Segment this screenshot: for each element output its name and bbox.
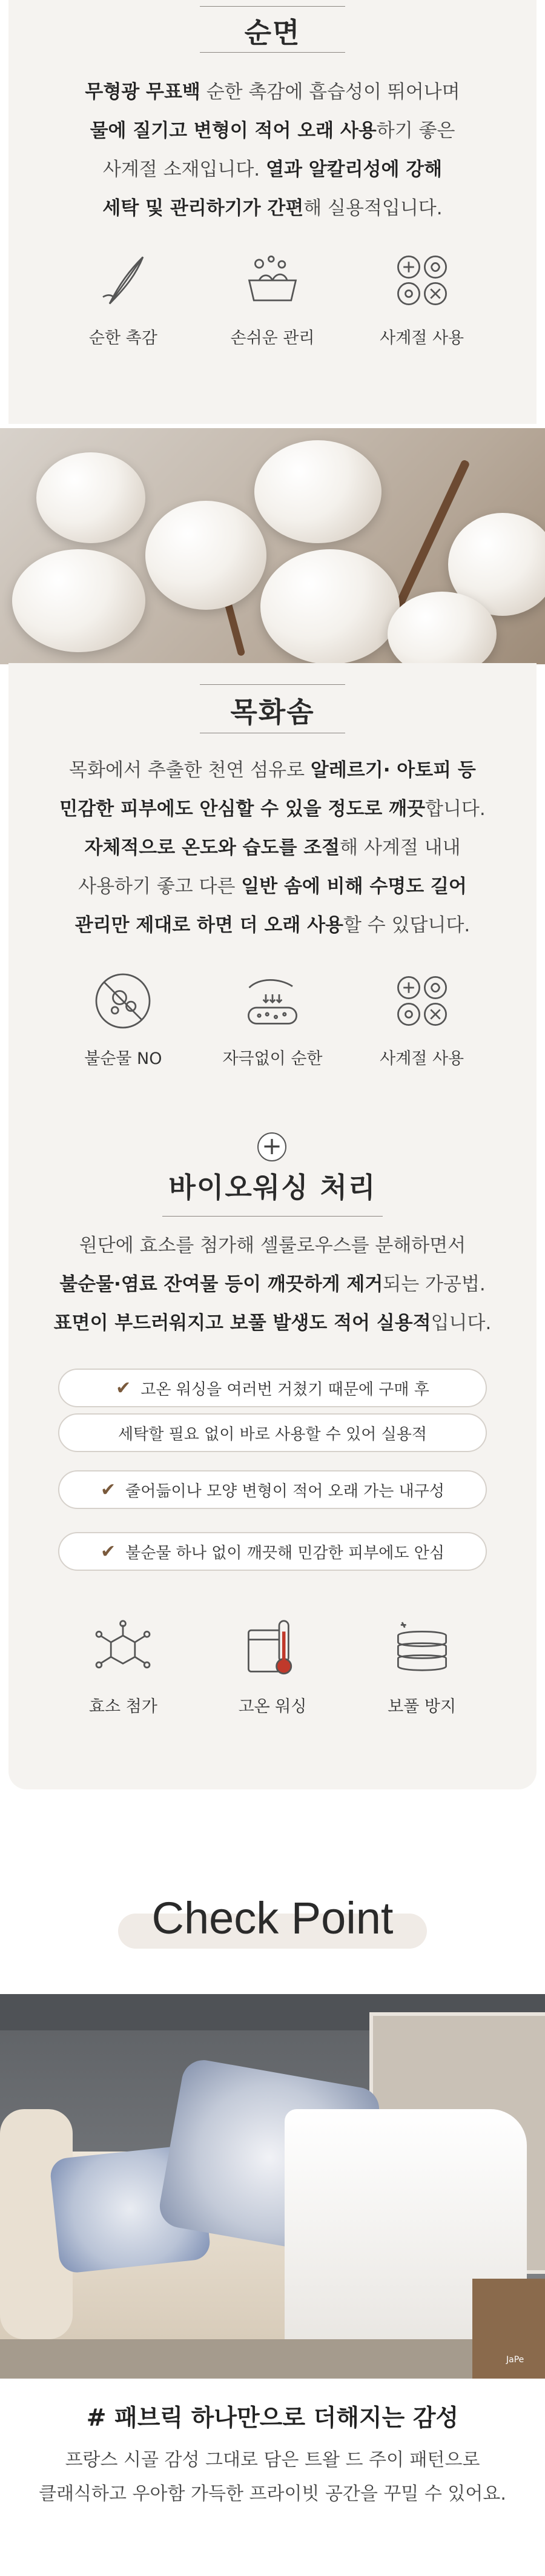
description-line — [0, 73, 545, 111]
biowash-description — [0, 1226, 545, 1342]
plain-text: 할 수 있답니다. — [343, 914, 471, 936]
icon-label: 보풀 방지 — [388, 1697, 457, 1716]
section-heading — [0, 690, 545, 730]
soonmyeon-title: 순면 — [244, 16, 301, 49]
cotton-boll — [12, 549, 145, 652]
feature-easy-care — [206, 247, 339, 348]
caption-text — [0, 2443, 545, 2511]
feature-soft-touch — [56, 247, 190, 348]
basin-wash-icon — [239, 247, 306, 314]
description-line — [0, 189, 545, 228]
plain-text: 합니다. — [425, 798, 486, 820]
benefit-pill — [58, 1369, 487, 1407]
plain-text: 하기 좋은 — [376, 120, 455, 142]
cotton-boll-photo — [0, 428, 545, 664]
cotton-title: 목화솜 — [230, 696, 315, 728]
check-icon: ✔ — [116, 1377, 131, 1399]
plain-text: 사계절 소재입니다. — [102, 159, 266, 180]
description-line — [0, 751, 545, 790]
check-icon: ✔ — [101, 1479, 116, 1501]
soonmyeon-icon-row — [0, 247, 545, 348]
enzyme-molecule-icon — [90, 1616, 156, 1682]
pill-text: 고온 워싱을 여러번 거쳤기 때문에 구매 후 — [140, 1380, 429, 1399]
description-line — [0, 111, 545, 150]
description-line — [0, 906, 545, 945]
emphasis-text: 자체적으로 온도와 습도를 조절 — [84, 837, 340, 859]
check-icon: ✔ — [101, 1541, 116, 1562]
pill-text: 세탁할 필요 없이 바로 사용할 수 있어 실용적 — [118, 1425, 427, 1444]
caption-line: 프랑스 시골 감성 그대로 담은 트왈 드 주이 패턴으로 — [65, 2449, 480, 2471]
sofa-cushion-photo — [0, 1994, 545, 2379]
cotton-description — [0, 751, 545, 945]
four-seasons-icon — [389, 247, 455, 314]
feature-enzyme — [56, 1616, 190, 1717]
cotton-boll — [260, 549, 400, 664]
icon-label: 손쉬운 관리 — [230, 329, 315, 348]
plain-text: 해 실용적입니다. — [303, 197, 443, 219]
no-impurity-icon — [90, 968, 156, 1034]
feather-icon — [90, 247, 156, 314]
emphasis-text: 알레르기· 아토피 등 — [310, 759, 476, 781]
emphasis-text: 관리만 제대로 하면 더 오래 사용 — [74, 914, 343, 936]
plain-text: 원단에 효소를 첨가해 셀룰로우스를 분해하면서 — [79, 1235, 466, 1257]
icon-label: 자극없이 순한 — [222, 1049, 323, 1068]
divider — [200, 6, 345, 7]
emphasis-text: 표면이 부드러워지고 보풀 발생도 적어 실용적 — [53, 1312, 431, 1334]
pill-text: 줄어듦이나 모양 변형이 적어 오래 가는 내구성 — [125, 1482, 444, 1501]
benefit-pill — [58, 1532, 487, 1571]
plain-text: 되는 가공법. — [383, 1273, 486, 1295]
feature-four-seasons — [355, 247, 489, 348]
thermometer-wash-icon — [239, 1616, 306, 1682]
caption-line: 클래식하고 우아함 가득한 프라이빗 공간을 꾸밀 수 있어요. — [39, 2483, 506, 2505]
feature-gentle — [206, 968, 339, 1069]
four-seasons-icon — [389, 968, 455, 1034]
icon-label: 효소 첨가 — [88, 1697, 157, 1716]
section-heading — [0, 11, 545, 51]
divider — [162, 1216, 383, 1217]
icon-label: 사계절 사용 — [380, 1049, 464, 1068]
emphasis-text: 세탁 및 관리하기가 간편 — [102, 197, 304, 219]
pill-text: 불순물 하나 없이 깨끗해 민감한 피부에도 안심 — [125, 1544, 444, 1562]
icon-label: 사계절 사용 — [380, 329, 464, 348]
emphasis-text: 무형광 무표백 — [85, 81, 200, 103]
emphasis-text: 민감한 피부에도 안심할 수 있을 정도로 깨끗 — [59, 798, 426, 820]
feature-four-seasons — [355, 968, 489, 1069]
feature-anti-pilling — [355, 1616, 489, 1717]
description-line — [0, 1226, 545, 1265]
icon-label: 순한 촉감 — [88, 329, 157, 348]
cotton-icon-row — [0, 968, 545, 1069]
emphasis-text: 불순물·염료 잔여물 등이 깨끗하게 제거 — [59, 1273, 383, 1295]
floor — [0, 2339, 545, 2379]
soonmyeon-description — [0, 73, 545, 228]
biowash-title: 바이오워싱 처리 — [168, 1171, 377, 1204]
icon-label: 고온 워싱 — [238, 1697, 307, 1716]
check-point-title: Check Point — [151, 1893, 394, 1943]
plus-icon: + — [257, 1132, 286, 1161]
cotton-boll — [36, 452, 145, 543]
description-line — [0, 790, 545, 828]
benefit-pill — [58, 1470, 487, 1509]
plain-text: 순한 촉감에 흡습성이 뛰어나며 — [200, 81, 460, 103]
caption-title: # 패브릭 하나만으로 더해지는 감성 — [86, 2404, 459, 2432]
cotton-boll — [254, 440, 382, 543]
divider — [200, 52, 345, 53]
photo-watermark: JaPe — [506, 2355, 524, 2365]
description-line — [0, 867, 545, 906]
benefit-pill — [58, 1413, 487, 1452]
emphasis-text: 일반 솜에 비해 수명도 길어 — [241, 876, 467, 897]
plain-text: 해 사계절 내내 — [340, 837, 461, 859]
biowash-icon-row — [0, 1616, 545, 1717]
plain-text: 입니다. — [431, 1312, 492, 1334]
fabric-stack-icon — [389, 1616, 455, 1682]
cotton-boll — [145, 501, 266, 610]
gentle-touch-icon — [239, 968, 306, 1034]
divider — [200, 684, 345, 685]
feature-high-temp-wash — [206, 1616, 339, 1717]
feature-no-impurity — [56, 968, 190, 1069]
plain-text: 사용하기 좋고 다른 — [78, 876, 242, 897]
emphasis-text: 열과 알칼리성에 강해 — [266, 159, 443, 180]
description-line — [0, 1265, 545, 1304]
plain-text: 목화에서 추출한 천연 섬유로 — [69, 759, 311, 781]
section-heading — [0, 1166, 545, 1206]
description-line — [0, 150, 545, 189]
description-line — [0, 1304, 545, 1342]
emphasis-text: 물에 질기고 변형이 적어 오래 사용 — [90, 120, 377, 142]
description-line — [0, 828, 545, 867]
icon-label: 불순물 NO — [84, 1049, 162, 1068]
